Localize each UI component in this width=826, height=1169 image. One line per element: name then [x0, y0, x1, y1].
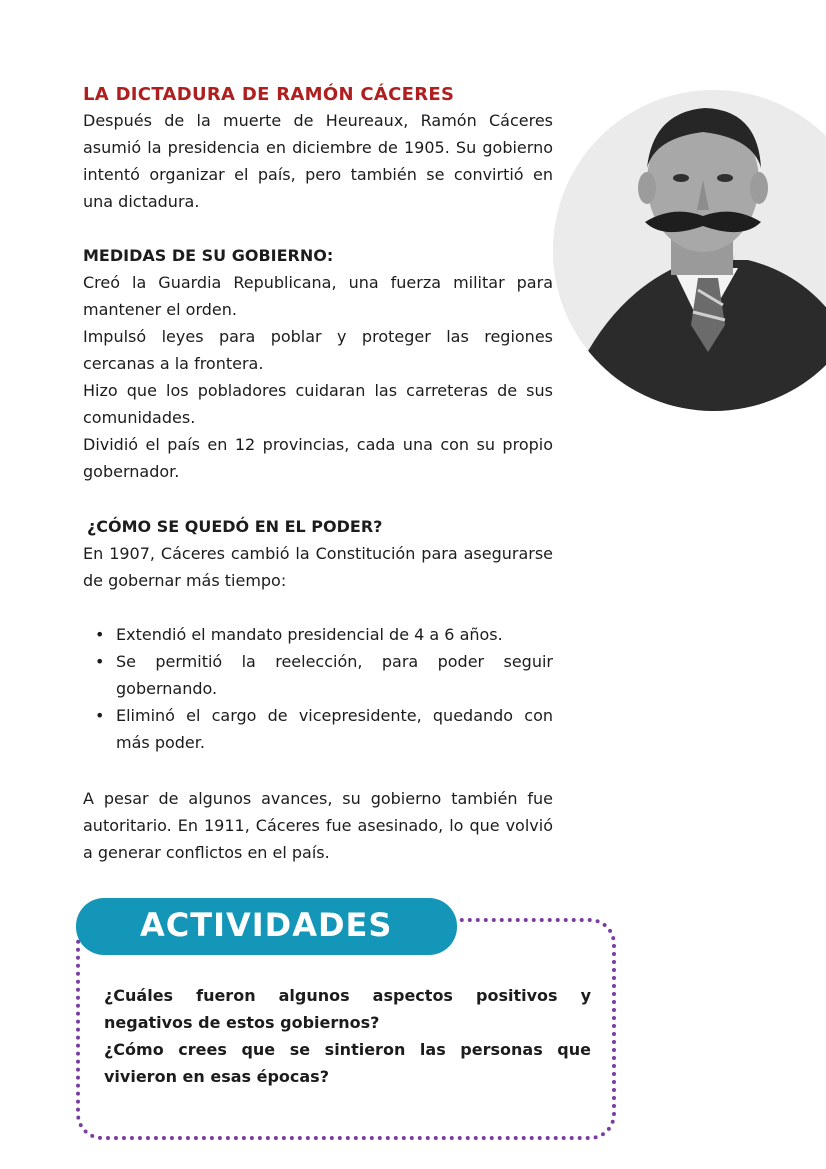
intro-paragraph: Después de la muerte de Heureaux, Ramón Cáceres asumió la presidencia en diciembre de 1905. Su gobierno intentó organizar el país, pero también se convirtió en una dictadura.	[83, 111, 553, 211]
activities-title: ACTIVIDADES	[140, 906, 393, 944]
measure-item-3: Hizo que los pobladores cuidaran las carreteras de sus comunidades.	[83, 381, 553, 427]
portrait-image	[553, 90, 826, 411]
activities-questions	[104, 982, 591, 1090]
activity-question-2: ¿Cómo crees que se sintieron las personas que vivieron en esas épocas?	[104, 1040, 591, 1086]
measure-item-2: Impulsó leyes para poblar y proteger las regiones cercanas a la frontera.	[83, 327, 553, 373]
measure-item-4: Dividió el país en 12 provincias, cada una con su propio gobernador.	[83, 435, 553, 481]
measure-item-1: Creó la Guardia Republicana, una fuerza militar para mantener el orden.	[83, 273, 553, 319]
activity-question-1: ¿Cuáles fueron algunos aspectos positivos y negativos de estos gobiernos?	[104, 986, 591, 1032]
portrait-drawing	[553, 90, 826, 411]
measures-heading: MEDIDAS DE SU GOBIERNO:	[83, 246, 334, 265]
page-title: LA DICTADURA DE RAMÓN CÁCERES	[83, 84, 455, 105]
conclusion-paragraph: A pesar de algunos avances, su gobierno también fue autoritario. En 1911, Cáceres fue asesinado, lo que volvió a generar conflictos en el país.	[83, 789, 553, 862]
list-item: • Eliminó el cargo de vicepresidente, quedando con más poder.	[83, 702, 553, 756]
power-bullet-list	[83, 621, 553, 756]
power-heading: ¿CÓMO SE QUEDÓ EN EL PODER?	[87, 517, 383, 536]
power-intro: En 1907, Cáceres cambió la Constitución para asegurarse de gobernar más tiempo:	[83, 544, 553, 590]
list-item: • Se permitió la reelección, para poder seguir gobernando.	[83, 648, 553, 702]
list-item: • Extendió el mandato presidencial de 4 a 6 años.	[83, 621, 553, 648]
